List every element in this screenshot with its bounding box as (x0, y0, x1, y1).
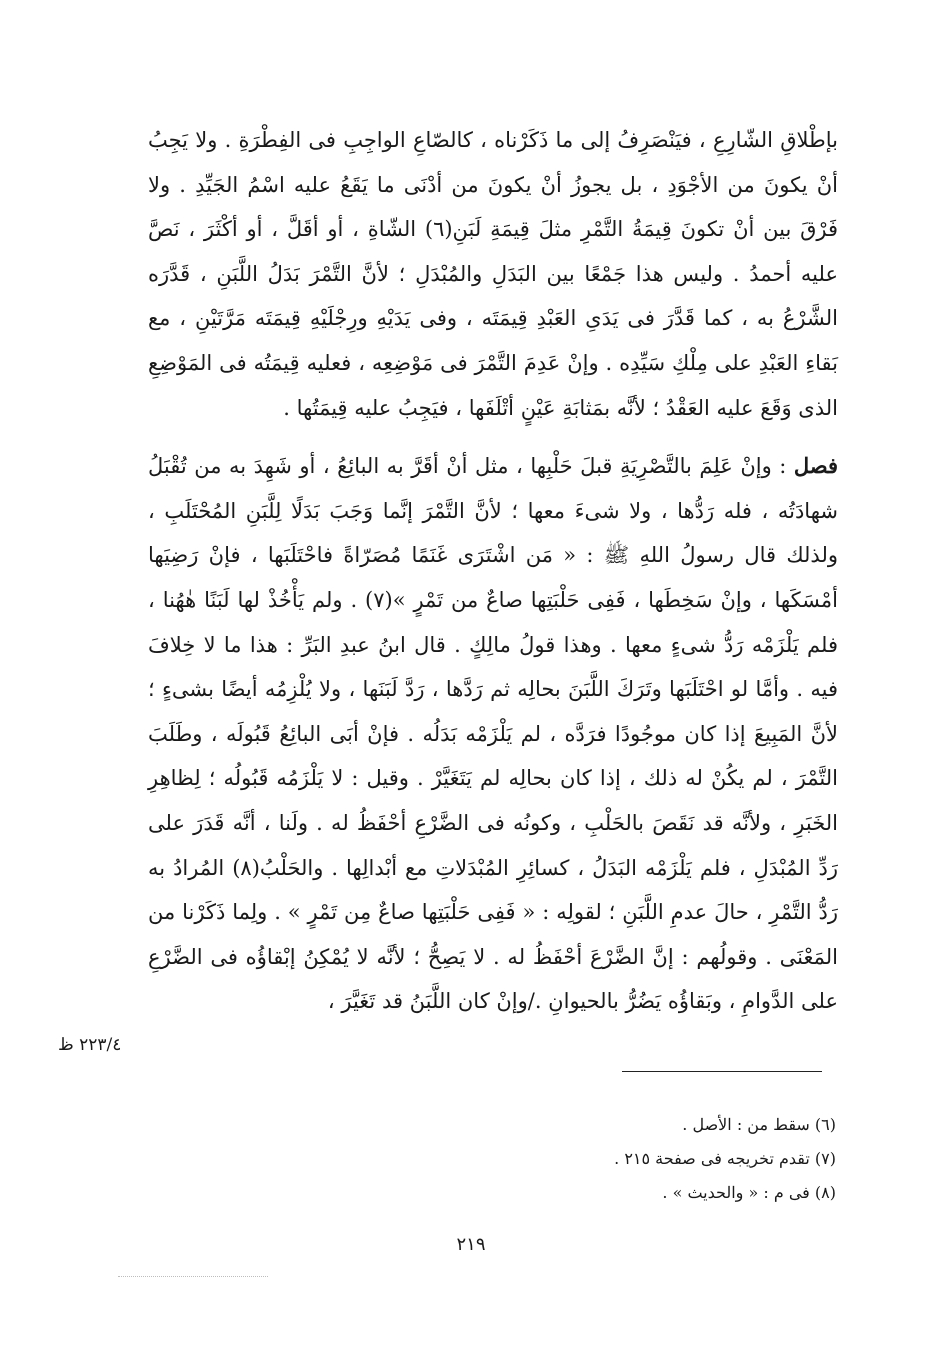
scan-artifact-dots (118, 1276, 268, 1277)
body-text (148, 118, 838, 1024)
paragraph-2 (148, 444, 838, 1024)
page-number: ٢١٩ (456, 1234, 486, 1255)
paragraph-1 (148, 118, 838, 430)
margin-manuscript-reference: ٢٢٣/٤ ظ (58, 1035, 122, 1055)
paragraph-text: : وإنْ عَلِمَ بالتَّصْرِيَةِ قبلَ حَلْبِها ، مثل أنْ أقَرَّ به البائِعُ ، أو شَهِدَ به من تُقْبَلُ شهادَتُه ، فله رَدُّها ، ولا شىءَ معها ؛ لأنَّ التَّمْرَ إنَّما وَجَبَ بَدَلًا لِلَّبَنِ المُحْتَلَبِ ، ولذلك قال رسولُ اللهِ ﷺ : « مَن اشْتَرَى غَنَمًا مُصَرّاةً فاحْتَلَبَها ، فإنْ رَضِيَها أمْسَكَها ، وإنْ سَخِطَها ، فَفِى حَلْبَتِها صاعٌ من تَمْرٍ »(٧) . ولم يَأْخُذْ لها لَبَنًا هٰهُنا ، فلم يَلْزَمْه رَدُّ شىءٍ معها . وهذا قولُ مالِكٍ . قال ابنُ عبدِ البَرِّ : هذا ما لا خِلافَ فيه . وأمَّا لو احْتَلَبَها وتَرَكَ اللَّبَنَ بحالِه ثم رَدَّها ، رَدَّ لَبَنَها ، ولا يُلْزِمُه أيضًا بشىءٍ ؛ لأنَّ المَبِيعَ إذا كان موجُودًا فرَدَّه ، لم يَلْزَمْه بَدَلُه . فإنْ أبَى البائِعُ قَبُولَه ، وطَلَبَ التَّمْرَ ، لم يكُنْ له ذلك ، إذا كان بحالِه لم يَتَغَيَّرْ . وقيل : لا يَلْزَمُه قَبُولُه ؛ لِظاهِرِ الخَبَرِ ، ولأنَّه قد نَقَصَ بالحَلْبِ ، وكونُه فى الضَّرْعِ أحْفَظُ له . ولَنا ، أنَّه قَدَرَ على رَدِّ المُبْدَلِ ، فلم يَلْزَمْه البَدَلُ ، كسائِرِ المُبْدَلاتِ مع أبْدالِها . والحَلْبُ(٨) المُرادُ به رَدُّ التَّمْرِ ، حالَ عدمِ اللَّبَنِ ؛ لقولِه : « فَفِى حَلْبَتِها صاعٌ مِن تَمْرٍ » . ولِما ذَكَرْنا من المَعْنَى . وقولُهم : إنَّ الضَّرْعَ أحْفَظُ له . لا يَصِحُّ ؛ لأنَّه لا يُمْكِنُ إبْقاؤُه فى الضَّرْعِ على الدَّوامِ ، وبَقاؤُه يَضُرُّ بالحيوانِ ./وإنْ كان اللَّبَنُ قد تَغَيَّرَ ، (148, 454, 839, 1014)
paragraph-text: بإطْلاقِ الشّارِعِ ، فيَنْصَرِفُ إلى ما ذَكَرْناه ، كالصّاعِ الواجِبِ فى الفِطْرَةِ . ولا يَجِبُ أنْ يكونَ من الأجْوَدِ ، بل يجوزُ أنْ يكونَ من أدْنَى ما يَقَعُ عليه اسْمُ الجَيِّدِ . ولا فَرْقَ بين أنْ تكونَ قِيمَةُ التَّمْرِ مثلَ قِيمَةِ لَبَنِ(٦) الشّاةِ ، أو أقَلَّ ، أو أكْثَرَ ، نَصَّ عليه أحمدُ . وليس هذا جَمْعًا بين البَدَلِ والمُبْدَلِ ؛ لأنَّ التَّمْرَ بَدَلُ اللَّبَنِ ، قَدَّرَه الشَّرْعُ به ، كما قَدَّرَ فى يَدَىِ العَبْدِ قِيمَتَه ، وفى يَدَيْهِ ورِجْلَيْهِ قِيمَتَه مَرَّتَيْنِ ، مع بَقاءِ العَبْدِ على مِلْكِ سَيِّدِه . وإنْ عَدِمَ التَّمْرَ فى مَوْضِعِه ، فعليه قِيمَتُه فى المَوْضِعِ الذى وَقَعَ عليه العَقْدُ ؛ لأنَّه بمَثابَةِ عَيْنٍ أتْلَفَها ، فيَجِبُ عليه قِيمَتُها . (148, 128, 839, 420)
footnote-separator (622, 1071, 822, 1072)
paragraph-spacer (148, 430, 838, 444)
footnote-7: (٧) تقدم تخريجه فى صفحة ٢١٥ . (614, 1149, 836, 1168)
footnotes (420, 1108, 836, 1210)
footnote-6: (٦) سقط من : الأصل . (682, 1115, 836, 1134)
footnote-8: (٨) فى م : « والحديث » . (662, 1183, 836, 1202)
section-heading-fasl: فصل (793, 453, 838, 479)
